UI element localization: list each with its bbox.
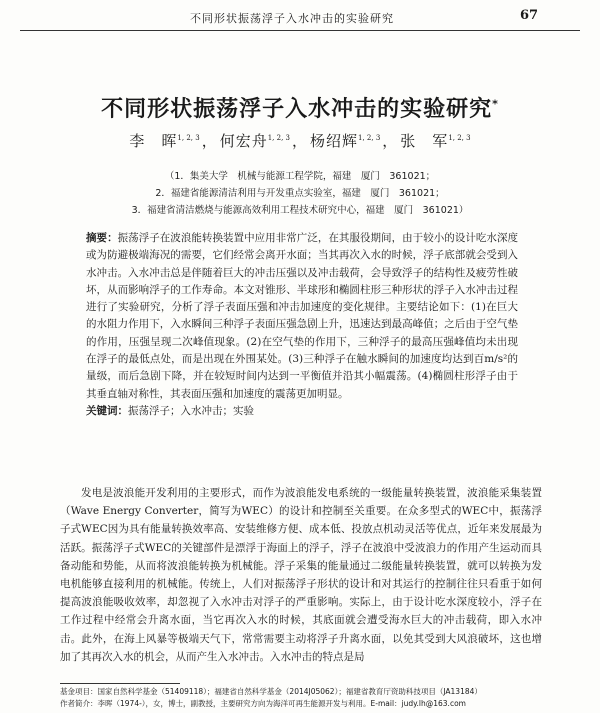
author-affil-mark: 1, 2, 3 xyxy=(177,134,200,142)
page-number: 67 xyxy=(520,8,539,23)
author xyxy=(310,132,380,150)
affiliation-line: （1．集美大学 机械与能源工程学院，福建 厦门 361021； xyxy=(164,171,436,182)
footnote-author-bio: 作者简介：李晖（1974-），女，博士，副教授，主要研究方向为海洋可再生能源开发与利用。E-mail：judy.lh@163.com xyxy=(60,699,466,708)
author xyxy=(400,132,470,150)
keywords-label: 关键词： xyxy=(86,404,128,417)
author-name: 何宏舟 xyxy=(219,132,268,150)
abstract-text: 振荡浮子在波浪能转换装置中应用非常广泛，在其服役期间，由于较小的设计吃水深度或为防避极端海况的需要，它们经常会离开水面；当其再次入水的时候，浮子底部就会受到入水冲击。入水冲击总是伴随着巨大的冲击压强以及冲击载荷，会导致浮子的结构性及疲劳性破坏，从而影响浮子的工作寿命。本文对锥形、半球形和椭圆柱形三种形状的浮子入水冲击过程进行了实验研究，分析了浮子表面压强和冲击加速度的变化规律。主要结论如下：(1)在巨大的水阻力作用下，入水瞬间三种浮子表面压强急剧上升，迅速达到最高峰值；之后由于空气垫的作用，压强呈现二次峰值现象。(2)在空气垫的作用下，三种浮子的最高压强峰值均未出现在浮子的最低点处，而是出现在外围某处。(3)三种浮子在触水瞬间的加速度均达到百m/s²的量级，而后急剧下降，并在较短时间内达到一平衡值并沿其小幅震荡。(4)椭圆柱形浮子由于其垂直轴对称性，其表面压强和加速度的震荡更加明显。 xyxy=(86,232,519,400)
footnote-rule xyxy=(60,683,180,684)
body-paragraph: 发电是波浪能开发利用的主要形式，而作为波浪能发电系统的一级能量转换装置，波浪能采集装置（Wave Energy Converter，简写为WEC）的设计和控制至关重要。在众多型式的WEC中，振荡浮子式WEC因为具有能量转换效率高、安装维修方便、成本低、投放点机动灵活等优点，近年来发展最为活跃。振荡浮子式WEC的关键部件是漂浮于海面上的浮子，浮子在波浪中受波浪力的作用产生运动而具备动能和势能，从而将波浪能转换为机械能。浮子采集的能量通过二级能量转换装置，就可以转换为发电机能够直接利用的机械能。传统上，人们对振荡浮子形状的设计和对其运行的控制往往只看重于如何提高波浪能吸收效率，却忽视了入水冲击对浮子的严重影响。实际上，由于设计吃水深度较小，浮子在工作过程中经常会升离水面，当它再次入水的时候，其底面就会遭受海水巨大的冲击载荷，即入水冲击。此外，在海上风暴等极端天气下，常常需要主动将浮子升离水面，以免其受到大风浪破坏，这也增加了其再次入水的机会，从而产生入水冲击。入水冲击的特点是局 xyxy=(60,487,542,663)
author-list: 李 晖$^{1, 2, 3}$ ， 何宏舟$^{1, 2, 3}$ ， 杨绍辉$^{1, 2, 3}$ ， 张 军$^{1, 2, 3}$ xyxy=(129,132,471,150)
abstract-block xyxy=(86,230,518,420)
author xyxy=(220,132,290,150)
author-name: 李 晖 xyxy=(129,132,178,150)
author-name: 杨绍辉 xyxy=(310,132,359,150)
author-affil-mark: 1, 2, 3 xyxy=(267,134,290,142)
affiliation-line: 2．福建省能源清洁利用与开发重点实验室，福建 厦门 361021； xyxy=(155,188,445,199)
author-affil-mark: 1, 2, 3 xyxy=(358,134,381,142)
running-title: 不同形状振荡浮子入水冲击的实验研究 xyxy=(190,12,394,25)
author xyxy=(129,132,199,150)
author-name: 张 军 xyxy=(400,132,449,150)
footnote-funding: 基金项目：国家自然科学基金（51409118）；福建省自然科学基金（2014J05062）；福建省教育厅资助科技项目（JA13184） xyxy=(60,687,482,696)
affiliation-line: 3．福建省清洁燃烧与能源高效利用工程技术研究中心，福建 厦门 361021） xyxy=(131,205,469,216)
paper-title-text: 不同形状振荡浮子入水冲击的实验研究 xyxy=(101,97,493,122)
paper-title xyxy=(0,92,600,123)
keywords-text: 振荡浮子；入水冲击；实验 xyxy=(128,404,254,417)
author-affil-mark: 1, 2, 3 xyxy=(448,134,471,142)
abstract-label: 摘要： xyxy=(86,232,118,244)
title-footnote-mark: * xyxy=(492,97,499,111)
header-rule xyxy=(20,30,580,31)
